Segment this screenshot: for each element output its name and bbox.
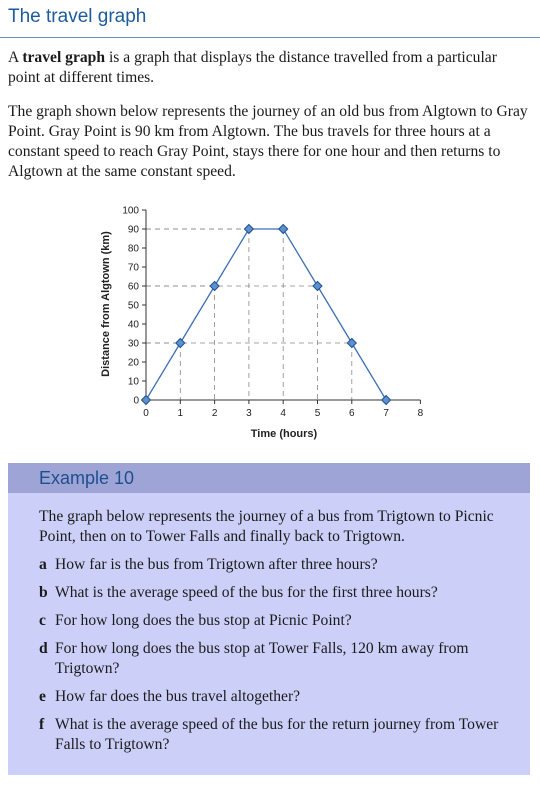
travel-graph-chart xyxy=(0,198,540,448)
question-letter: b xyxy=(39,584,48,601)
x-tick-label: 0 xyxy=(143,408,149,419)
data-point-marker xyxy=(176,339,185,348)
data-point-marker xyxy=(279,225,288,234)
example-body xyxy=(8,493,530,775)
x-tick-label: 2 xyxy=(211,408,218,419)
question-text: For how long does the bus stop at Picnic Point? xyxy=(55,612,352,629)
y-tick-label: 20 xyxy=(127,357,139,369)
question-letter: e xyxy=(39,688,46,705)
guide-lines xyxy=(146,229,352,400)
x-tick-label: 6 xyxy=(349,408,355,419)
y-tick-label: 40 xyxy=(127,319,139,331)
x-tick-label: 7 xyxy=(383,408,389,419)
question-letter: f xyxy=(39,716,45,733)
data-point-marker xyxy=(142,396,151,405)
question-letter: a xyxy=(39,556,47,573)
description-paragraph: The graph shown below represents the journey of an old bus from Algtown to Gray Point. Gray Point is 90 km from Algtown. The bus travels for three hours at a constant speed to reach Gray Point, stays there for one hour and then returns to Algtown at the same constant speed. xyxy=(8,103,528,180)
series-layer xyxy=(142,225,391,405)
intro-after: is a graph that displays the distance travelled from a particular point at different times. xyxy=(8,49,497,86)
question-text: How far does the bus travel altogether? xyxy=(55,688,301,705)
y-tick-label: 70 xyxy=(127,262,139,274)
data-point-marker xyxy=(347,339,356,348)
heading-rule xyxy=(0,37,540,38)
question-e xyxy=(39,687,519,707)
x-tick-label: 1 xyxy=(177,408,184,419)
question-d xyxy=(39,639,519,679)
question-text: What is the average speed of the bus for the first three hours? xyxy=(55,584,438,601)
intro-term: travel graph xyxy=(22,49,106,66)
example-header xyxy=(8,463,530,493)
data-point-marker xyxy=(210,282,219,291)
y-tick-label: 30 xyxy=(127,338,139,350)
question-text: How far is the bus from Trigtown after three hours? xyxy=(55,556,378,573)
y-tick-label: 90 xyxy=(127,224,139,236)
question-f xyxy=(39,715,519,755)
question-text: For how long does the bus stop at Tower Falls, 120 km away from Trigtown? xyxy=(55,640,469,677)
series-line xyxy=(146,229,386,400)
y-tick-label: 10 xyxy=(127,376,139,388)
x-tick-label: 8 xyxy=(417,408,424,419)
x-tick-label: 4 xyxy=(280,408,286,419)
y-tick-label: 100 xyxy=(122,205,139,217)
example-intro: The graph below represents the journey of a bus from Trigtown to Picnic Point, then on to Tower Falls and finally back to Trigtown. xyxy=(39,508,494,545)
question-c xyxy=(39,611,519,631)
example-title: Example 10 xyxy=(39,468,135,488)
question-letter: d xyxy=(39,640,48,657)
data-point-marker xyxy=(244,225,253,234)
y-tick-label: 80 xyxy=(127,243,139,255)
y-tick-label: 0 xyxy=(133,395,139,407)
y-axis-label: Distance from Algtown (km) xyxy=(100,231,112,377)
data-point-marker xyxy=(313,282,322,291)
question-b xyxy=(39,583,519,603)
y-tick-label: 60 xyxy=(127,281,139,293)
section-heading: The travel graph xyxy=(8,6,147,27)
intro-before: A xyxy=(8,49,23,66)
y-tick-label: 50 xyxy=(127,300,139,312)
x-tick-label: 5 xyxy=(314,408,321,419)
question-letter: c xyxy=(39,612,46,629)
x-tick-label: 3 xyxy=(246,408,252,419)
data-point-marker xyxy=(382,396,391,405)
intro-paragraph xyxy=(8,48,530,88)
x-axis-label: Time (hours) xyxy=(250,428,318,440)
question-text: What is the average speed of the bus for the return journey from Tower Falls to Trigtown? xyxy=(55,716,499,753)
question-a xyxy=(39,555,519,575)
